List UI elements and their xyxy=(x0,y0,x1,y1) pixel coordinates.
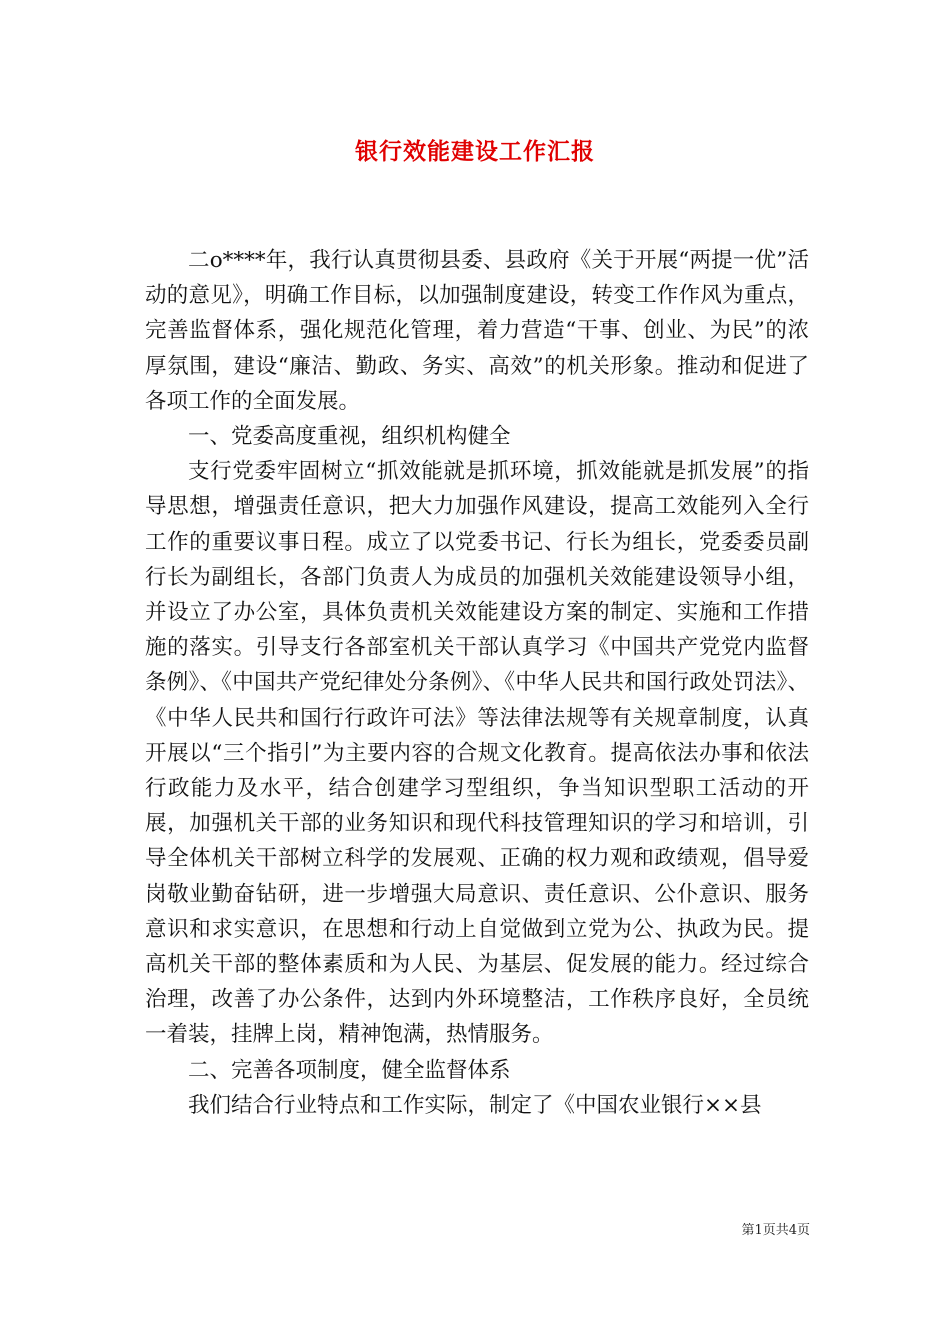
intro-paragraph: 二o****年，我行认真贯彻县委、县政府《关于开展“两提一优”活动的意见》，明确工作目标，以加强制度建设，转变工作作风为重点，完善监督体系，强化规范化管理，着力营造“干事、创业、为民”的浓厚氛围，建设“廉洁、勤政、务实、高效”的机关形象。推动和促进了各项工作的全面发展。 xyxy=(145,248,809,414)
document-body xyxy=(145,243,809,1123)
document-title: 银行效能建设工作汇报 xyxy=(355,139,595,165)
page-number-footer: 第1页共4页 xyxy=(741,1223,810,1238)
section-heading-1: 一、党委高度重视，组织机构健全 xyxy=(188,424,511,450)
section-1-paragraph: 支行党委牢固树立“抓效能就是抓环境，抓效能就是抓发展”的指导思想，增强责任意识，把大力加强作风建设，提高工效能列入全行工作的重要议事日程。成立了以党委书记、行长为组长，党委委员副行长为副组长，各部门负责人为成员的加强机关效能建设领导小组，并设立了办公室，具体负责机关效能建设方案的制定、实施和工作措施的落实。引导支行各部室机关干部认真学习《中国共产党党内监督条例》、《中国共产党纪律处分条例》、《中华人民共和国行政处罚法》、《中华人民共和国行行政许可法》等法律法规等有关规章制度，认真开展以“三个指引”为主要内容的合规文化教育。提高依法办事和依法行政能力及水平，结合创建学习型组织，争当知识型职工活动的开展，加强机关干部的业务知识和现代科技管理知识的学习和培训，引导全体机关干部树立科学的发展观、正确的权力观和政绩观，倡导爱岗敬业勤奋钻研，进一步增强大局意识、责任意识、公仆意识、服务意识和求实意识，在思想和行动上自觉做到立党为公、执政为民。提高机关干部的整体素质和为人民、为基层、促发展的能力。经过综合治理，改善了办公条件，达到内外环境整洁，工作秩序良好，全员统一着装，挂牌上岗，精神饱满，热情服务。 xyxy=(145,459,809,1048)
section-2-paragraph: 我们结合行业特点和工作实际，制定了《中国农业银行××县 xyxy=(188,1092,762,1118)
section-heading-2: 二、完善各项制度，健全监督体系 xyxy=(188,1057,511,1083)
